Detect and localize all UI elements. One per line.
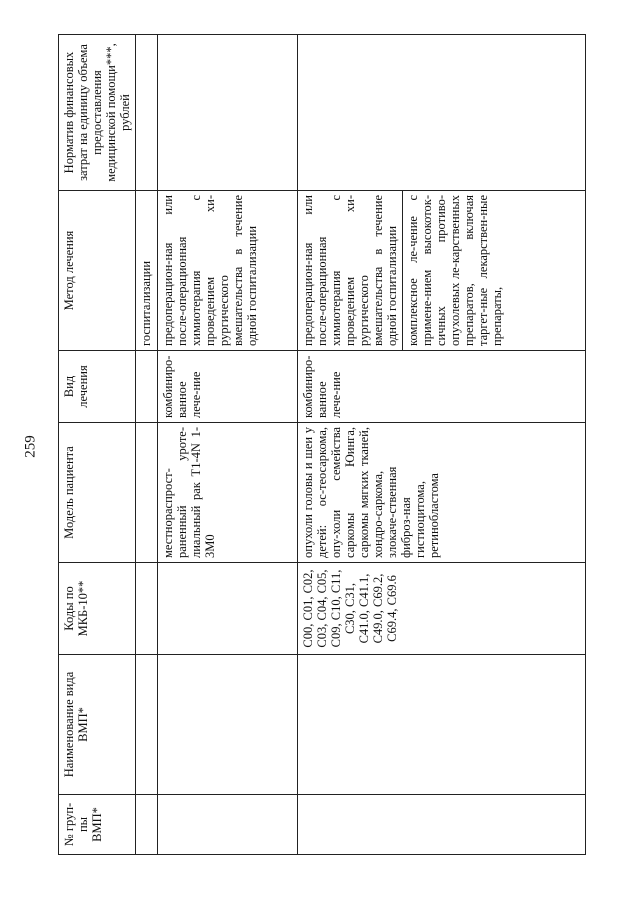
cell-cost-standard bbox=[136, 35, 158, 191]
rotated-table-frame bbox=[58, 35, 586, 855]
vmp-table bbox=[58, 34, 586, 855]
cell-icd-codes bbox=[158, 563, 298, 655]
table-row bbox=[298, 35, 586, 855]
header-cost-standard: Норматив финансовых затрат на единицу объема предоставления медицинской помощи***, рублей bbox=[59, 35, 136, 191]
header-treatment-method: Метод лечения bbox=[59, 191, 136, 351]
cell-vmp-name bbox=[158, 655, 298, 795]
header-patient-model: Модель пациента bbox=[59, 423, 136, 563]
cell-treatment-method: предоперацион-ная или после-операционная химиотерапия с проведением хи-рургического вмешательства в течение одной госпитализации bbox=[158, 191, 298, 351]
cell-cost-standard bbox=[298, 35, 586, 191]
cell-vmp-name bbox=[298, 655, 586, 795]
header-icd-codes: Коды по МКБ-10** bbox=[59, 563, 136, 655]
cell-patient-model: местнораспрост-раненный уроте-лиальный рак T1-4N 1-3M0 bbox=[158, 423, 298, 563]
cell-treatment-type: комбиниро-ванное лече-ние bbox=[158, 351, 298, 423]
cell-patient-model bbox=[136, 423, 158, 563]
table-row bbox=[136, 35, 158, 855]
cell-vmp-name bbox=[136, 655, 158, 795]
treatment-method-text: предоперацион-ная или после-операционная химиотерапия с проведением хи-рургического вмешательства в течение одной госпитализации bbox=[301, 195, 399, 346]
cell-treatment-type bbox=[136, 351, 158, 423]
cell-treatment-method: госпитализации bbox=[136, 191, 158, 351]
table-row bbox=[158, 35, 298, 855]
treatment-method-text-2: комплексное ле-чение с примене-нием высокоток-сичных противо-опухолевых ле-карственных препаратов, включая таргет-ные лекарствен-ные препараты, bbox=[406, 195, 504, 346]
cell-icd-codes: C00, C01, C02, C03, C04, C05, C09, C10, C11, C30, C31, C41.0, C41.1, C49.0, C69.2, C69.4, C69.6 bbox=[298, 563, 586, 655]
cell-patient-model: опухоли головы и шеи у детей: ос-теосаркома, опу-холи семейства саркомы Юинга, саркомы мягких тканей, хондро-саркома, злокаче-ственная фиброз-ная гистиоцитома, ретинобластома bbox=[298, 423, 586, 563]
cell-icd-codes bbox=[136, 563, 158, 655]
treatment-method-sub-cell bbox=[402, 191, 504, 350]
header-group-no: № груп-пы ВМП* bbox=[59, 795, 136, 855]
cell-group-no bbox=[136, 795, 158, 855]
page-number: 259 bbox=[22, 435, 39, 458]
cell-treatment-method bbox=[298, 191, 586, 351]
cell-group-no bbox=[298, 795, 586, 855]
cell-treatment-type: комбиниро-ванное лече-ние bbox=[298, 351, 586, 423]
cell-cost-standard bbox=[158, 35, 298, 191]
header-row bbox=[59, 35, 136, 855]
header-vmp-name: Наименование вида ВМП* bbox=[59, 655, 136, 795]
header-treatment-type: Вид лечения bbox=[59, 351, 136, 423]
cell-group-no bbox=[158, 795, 298, 855]
